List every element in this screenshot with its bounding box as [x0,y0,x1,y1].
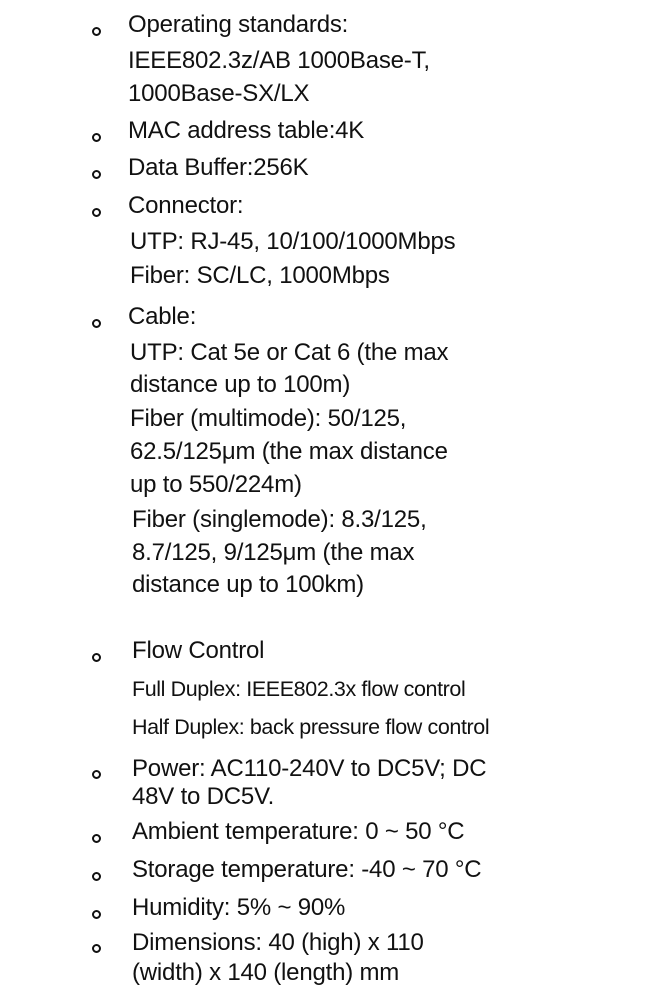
spec-line: Fiber (singlemode): 8.3/125, [132,506,427,533]
spec-line: Humidity: 5% ~ 90% [132,894,346,921]
bullet-icon [92,208,101,217]
spec-line: Storage temperature: -40 ~ 70 °C [132,856,482,883]
spec-line: Half Duplex: back pressure flow control [132,715,490,739]
spec-title: Cable: [128,303,197,330]
bullet-icon [92,944,101,953]
spec-line: 1000Base-SX/LX [128,80,310,107]
spec-line: Power: AC110-240V to DC5V; DC [132,755,487,782]
bullet-icon [92,770,101,779]
bullet-icon [92,834,101,843]
bullet-icon [92,27,101,36]
bullet-icon [92,653,101,662]
bullet-icon [92,319,101,328]
spec-line: Fiber: SC/LC, 1000Mbps [130,262,390,289]
spec-line: distance up to 100km) [132,571,364,598]
spec-line: Ambient temperature: 0 ~ 50 °C [132,818,465,845]
spec-title: Operating standards: [128,11,349,38]
spec-line: Dimensions: 40 (high) x 110 [132,929,424,956]
spec-line: 48V to DC5V. [132,783,275,810]
spec-line: distance up to 100m) [130,371,351,398]
spec-line: Fiber (multimode): 50/125, [130,405,407,432]
bullet-icon [92,133,101,142]
bullet-icon [92,872,101,881]
spec-line: IEEE802.3z/AB 1000Base-T, [128,47,430,74]
spec-line: 8.7/125, 9/125μm (the max [132,539,415,566]
spec-line: Full Duplex: IEEE802.3x flow control [132,677,466,701]
spec-line: MAC address table:4K [128,117,365,144]
spec-line: 62.5/125μm (the max distance [130,438,448,465]
spec-title: Connector: [128,192,244,219]
spec-line: up to 550/224m) [130,471,302,498]
bullet-icon [92,170,101,179]
spec-line: UTP: Cat 5e or Cat 6 (the max [130,339,449,366]
spec-title: Flow Control [132,637,265,664]
spec-line: (width) x 140 (length) mm [132,959,400,986]
spec-line: UTP: RJ-45, 10/100/1000Mbps [130,228,456,255]
spec-line: Data Buffer:256K [128,154,309,181]
bullet-icon [92,910,101,919]
